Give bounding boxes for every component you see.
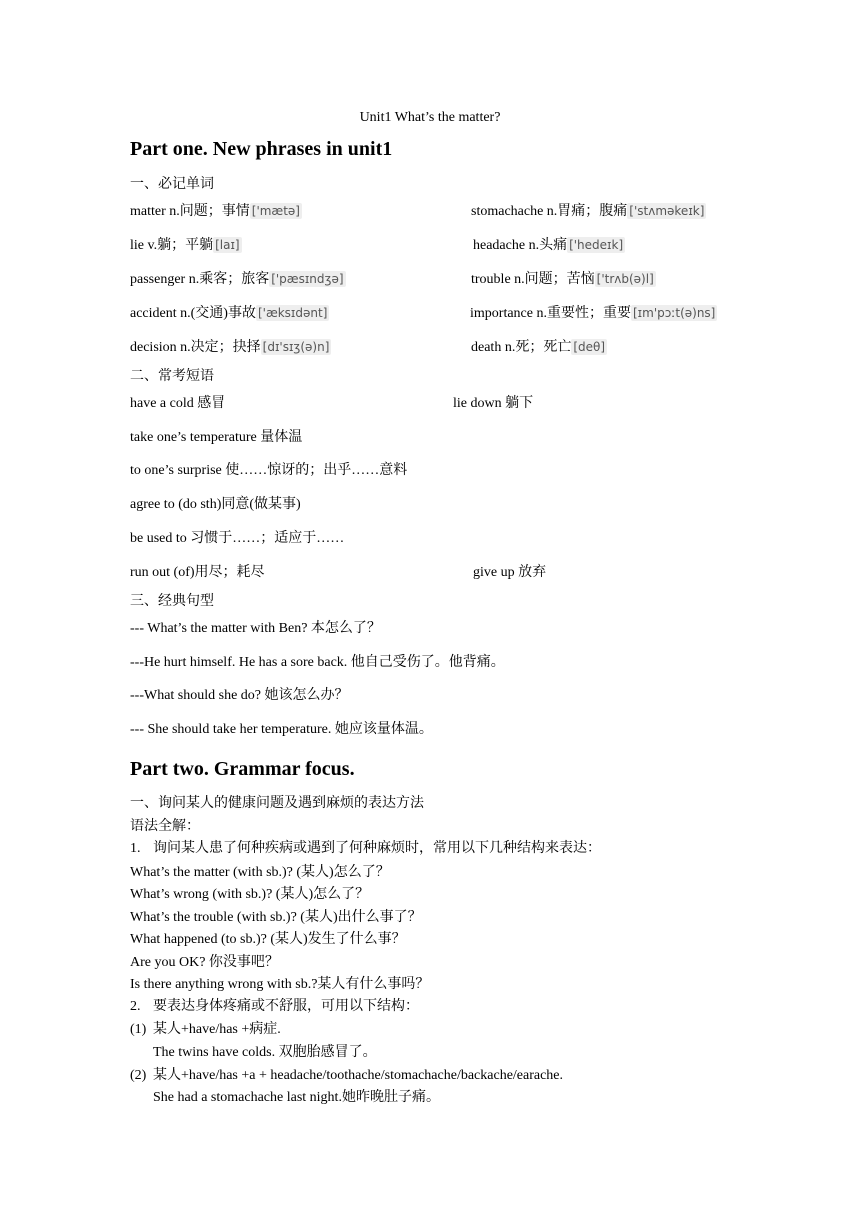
vocab-ipa: [deθ] [573,340,606,354]
vocab-ipa: ['stʌməkeɪk] [629,204,705,218]
example-sentence: The twins have colds. 双胞胎感冒了。 [153,1045,377,1060]
vocab-row [130,270,346,289]
vocab-ipa: ['æksɪdənt] [257,306,328,320]
question-item: What’s the matter (with sb.)? (某人)怎么了？ [130,865,390,880]
vocab-word: stomachache n.胃痛；腹痛 [471,204,628,219]
section-words-heading: 一、必记单词 [130,177,214,192]
vocab-row [471,270,656,289]
question-item: What happened (to sb.)? (某人)发生了什么事？ [130,932,406,947]
vocab-row [471,338,607,357]
phrase-item: agree to (do sth)同意(做某事) [130,497,301,512]
grammar-point-2 [130,998,419,1016]
vocab-row [130,202,302,221]
sub-item-1 [130,1021,281,1039]
grammar-point-text: 要表达身体疼痛或不舒服，可用以下结构： [153,999,419,1014]
list-number: (2) [130,1068,147,1083]
phrase-item: lie down 躺下 [453,396,534,411]
grammar-point-1 [130,840,601,858]
grammar-intro: 语法全解： [130,819,200,834]
phrase-item: have a cold 感冒 [130,396,226,411]
example-sentence: She had a stomachache last night.她昨晚肚子痛。 [153,1090,440,1105]
list-number: 1. [130,841,141,856]
grammar-section-heading: 一、询问某人的健康问题及遇到麻烦的表达方法 [130,796,424,811]
vocab-row [471,202,706,221]
sentence-item: --- What’s the matter with Ben? 本怎么了？ [130,621,381,636]
vocab-row [130,338,331,357]
vocab-word: accident n.(交通)事故 [130,306,256,321]
vocab-word: passenger n.乘客；旅客 [130,272,270,287]
part2-heading: Part two. Grammar focus. [130,758,355,780]
phrase-item: take one’s temperature 量体温 [130,430,303,445]
vocab-row [473,236,625,255]
vocab-word: death n.死；死亡 [471,340,572,355]
phrase-item: to one’s surprise 使……惊讶的；出乎……意料 [130,463,408,478]
vocab-word: matter n.问题；事情 [130,204,250,219]
grammar-point-text: 询问某人患了何种疾病或遇到了何种麻烦时，常用以下几种结构来表达： [153,841,601,856]
question-item: What’s wrong (with sb.)? (某人)怎么了？ [130,887,370,902]
vocab-ipa: ['mætə] [251,204,300,218]
vocab-ipa: [ɪm'pɔːt(ə)ns] [632,306,716,320]
vocab-word: lie v.躺；平躺 [130,238,214,253]
sentence-item: ---What should she do? 她该怎么办？ [130,688,349,703]
vocab-word: trouble n.问题；苦恼 [471,272,595,287]
doc-title: Unit1 What’s the matter? [359,110,501,125]
section-sentences-heading: 三、经典句型 [130,594,214,609]
question-item: Is there anything wrong with sb.?某人有什么事吗？ [130,977,430,992]
vocab-ipa: ['hedeɪk] [569,238,624,252]
sub-item-text: 某人+have/has +病症. [153,1022,281,1037]
part1-heading: Part one. New phrases in unit1 [130,138,393,160]
phrase-item: be used to 习惯于……；适应于…… [130,531,345,546]
phrase-item: give up 放弃 [473,565,547,580]
vocab-row [130,304,329,323]
list-number: (1) [130,1022,147,1037]
vocab-word: headache n.头痛 [473,238,568,253]
vocab-word: importance n.重要性；重要 [470,306,631,321]
section-phrases-heading: 二、常考短语 [130,369,214,384]
vocab-ipa: ['pæsɪndʒə] [271,272,344,286]
vocab-ipa: [dɪ'sɪʒ(ə)n] [262,340,330,354]
vocab-ipa: ['trʌb(ə)l] [596,272,654,286]
sub-item-2 [130,1067,563,1085]
vocab-row [470,304,717,323]
vocab-row [130,236,242,255]
sentence-item: ---He hurt himself. He has a sore back. 他自己受伤了。他背痛。 [130,655,505,670]
vocab-word: decision n.决定；抉择 [130,340,261,355]
phrase-item: run out (of)用尽；耗尽 [130,565,265,580]
question-item: What’s the trouble (with sb.)? (某人)出什么事了？ [130,910,422,925]
question-item: Are you OK? 你没事吧？ [130,955,279,970]
list-number: 2. [130,999,141,1014]
sentence-item: --- She should take her temperature. 她应该量体温。 [130,722,433,737]
vocab-ipa: [laɪ] [215,238,240,252]
sub-item-text: 某人+have/has +a + headache/toothache/stomachache/backache/earache. [153,1068,564,1083]
